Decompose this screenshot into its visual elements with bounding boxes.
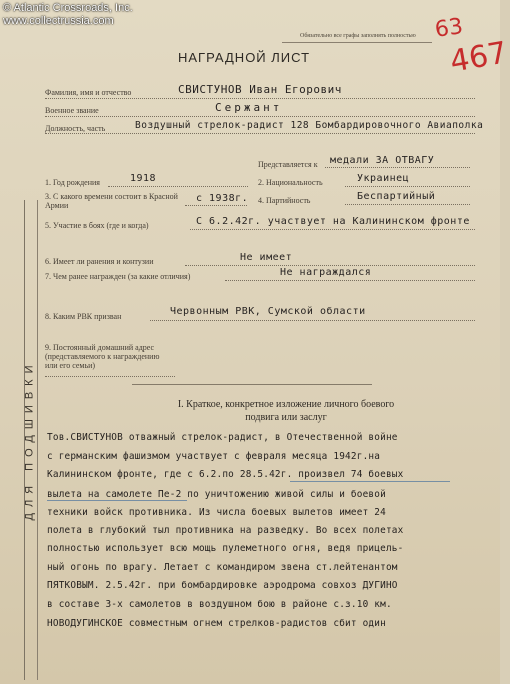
- watermark-copyright: © Atlantic Crossroads, Inc.: [3, 2, 133, 14]
- position-value: Воздушный стрелок-радист 128 Бомбардировочного Авиаполка: [135, 120, 484, 131]
- address-label: 9. Постоянный домашний адрес (представляемого к награждению или его семьи): [45, 343, 160, 370]
- party-value: Беспартийный: [357, 191, 436, 202]
- pen-underline-1: [290, 481, 450, 482]
- archive-number-1: 63: [433, 14, 465, 43]
- battles-label: 5. Участие в боях (где и когда): [45, 221, 149, 230]
- rvk-label: 8. Каким РВК призван: [45, 312, 122, 321]
- rank-value: Сержант: [215, 101, 283, 114]
- archive-number-2: 467: [447, 35, 510, 80]
- rank-label: Военное звание: [45, 106, 99, 115]
- header-note: Обязательно все графы заполнять полностью: [300, 33, 416, 39]
- document-title: НАГРАДНОЙ ЛИСТ: [178, 50, 311, 65]
- body-line-8: ный огонь по врагу. Летает с командиром звена ст.лейтенантом: [47, 562, 398, 573]
- body-line-7: полностью использует всю мощь пулеметного огня, ведя прицель-: [47, 543, 404, 554]
- award-rule: [325, 167, 470, 168]
- prior-awards-rule: [225, 280, 475, 281]
- address-rule: [45, 376, 175, 377]
- section-heading-line-2: подвига или заслуг: [245, 412, 327, 423]
- prior-awards-label: 7. Чем ранее награжден (за какие отличия): [45, 272, 191, 281]
- battles-rule: [190, 229, 475, 230]
- position-label: Должность, часть: [45, 124, 106, 133]
- party-label: 4. Партийность: [258, 196, 311, 205]
- party-rule: [345, 204, 470, 205]
- wounds-label: 6. Имеет ли ранения и контузии: [45, 257, 154, 266]
- position-rule: [45, 133, 475, 134]
- rank-rule: [45, 116, 475, 117]
- birth-year-value: 1918: [130, 173, 157, 184]
- section-heading-line-1: I. Краткое, конкретное изложение личного боевого: [177, 399, 395, 410]
- body-line-5: техники войск противника. Из числа боевых вылетов имеет 24: [47, 507, 386, 518]
- birth-year-label: 1. Год рождения: [45, 178, 100, 187]
- award-label: Представляется к: [258, 160, 318, 169]
- rvk-rule: [150, 320, 475, 321]
- header-note-rule: [282, 42, 432, 43]
- rvk-value: Червонным РВК, Сумской области: [170, 306, 366, 317]
- watermark-url: www.collectrussia.com: [3, 15, 114, 27]
- fio-label: Фамилия, имя и отчество: [45, 88, 132, 97]
- fio-rule: [45, 98, 475, 99]
- nationality-value: Украинец: [357, 173, 410, 184]
- body-line-2: с германским фашизмом участвует с февраля месяца 1942г.на: [47, 451, 381, 462]
- battles-value: С 6.2.42г. участвует на Калининском фронте: [196, 216, 470, 227]
- section-heading: [136, 398, 436, 424]
- pen-underline-2: [47, 500, 187, 501]
- service-since-value: с 1938г.: [196, 193, 249, 204]
- birth-year-rule: [108, 186, 248, 187]
- body-line-1: Тов.СВИСТУНОВ отважный стрелок-радист, в Отечественной войне: [47, 432, 398, 443]
- service-since-rule: [185, 205, 247, 206]
- body-line-11: НОВОДУГИНСКОЕ совместным огнем стрелков-радистов сбит один: [47, 618, 386, 629]
- award-value: медали ЗА ОТВАГУ: [330, 155, 435, 166]
- section-divider: [132, 384, 372, 385]
- prior-awards-value: Не награждался: [280, 267, 372, 278]
- body-line-10: в составе 3-х самолетов в воздушном бою в районе с.з.10 км.: [47, 599, 392, 610]
- body-line-9: ПЯТКОВЫМ. 2.5.42г. при бомбардировке аэродрома совхоз ДУГИНО: [47, 580, 398, 591]
- service-since-label: 3. С какого времени состоит в Красной Армии: [45, 192, 178, 210]
- body-line-3: Калининском фронте, где с 6.2.по 28.5.42г. произвел 74 боевых: [47, 469, 404, 480]
- nationality-label: 2. Национальность: [258, 178, 323, 187]
- body-line-4: вылета на самолете Пе-2 по уничтожению живой силы и боевой: [47, 489, 386, 500]
- side-caption: ДЛЯ ПОДШИВКИ: [23, 359, 36, 521]
- wounds-rule: [185, 265, 475, 266]
- wounds-value: Не имеет: [240, 252, 293, 263]
- fio-value: СВИСТУНОВ Иван Егорович: [178, 83, 342, 96]
- nationality-rule: [345, 186, 470, 187]
- body-line-6: полета в глубокий тыл противника на разведку. Во всех полетах: [47, 525, 404, 536]
